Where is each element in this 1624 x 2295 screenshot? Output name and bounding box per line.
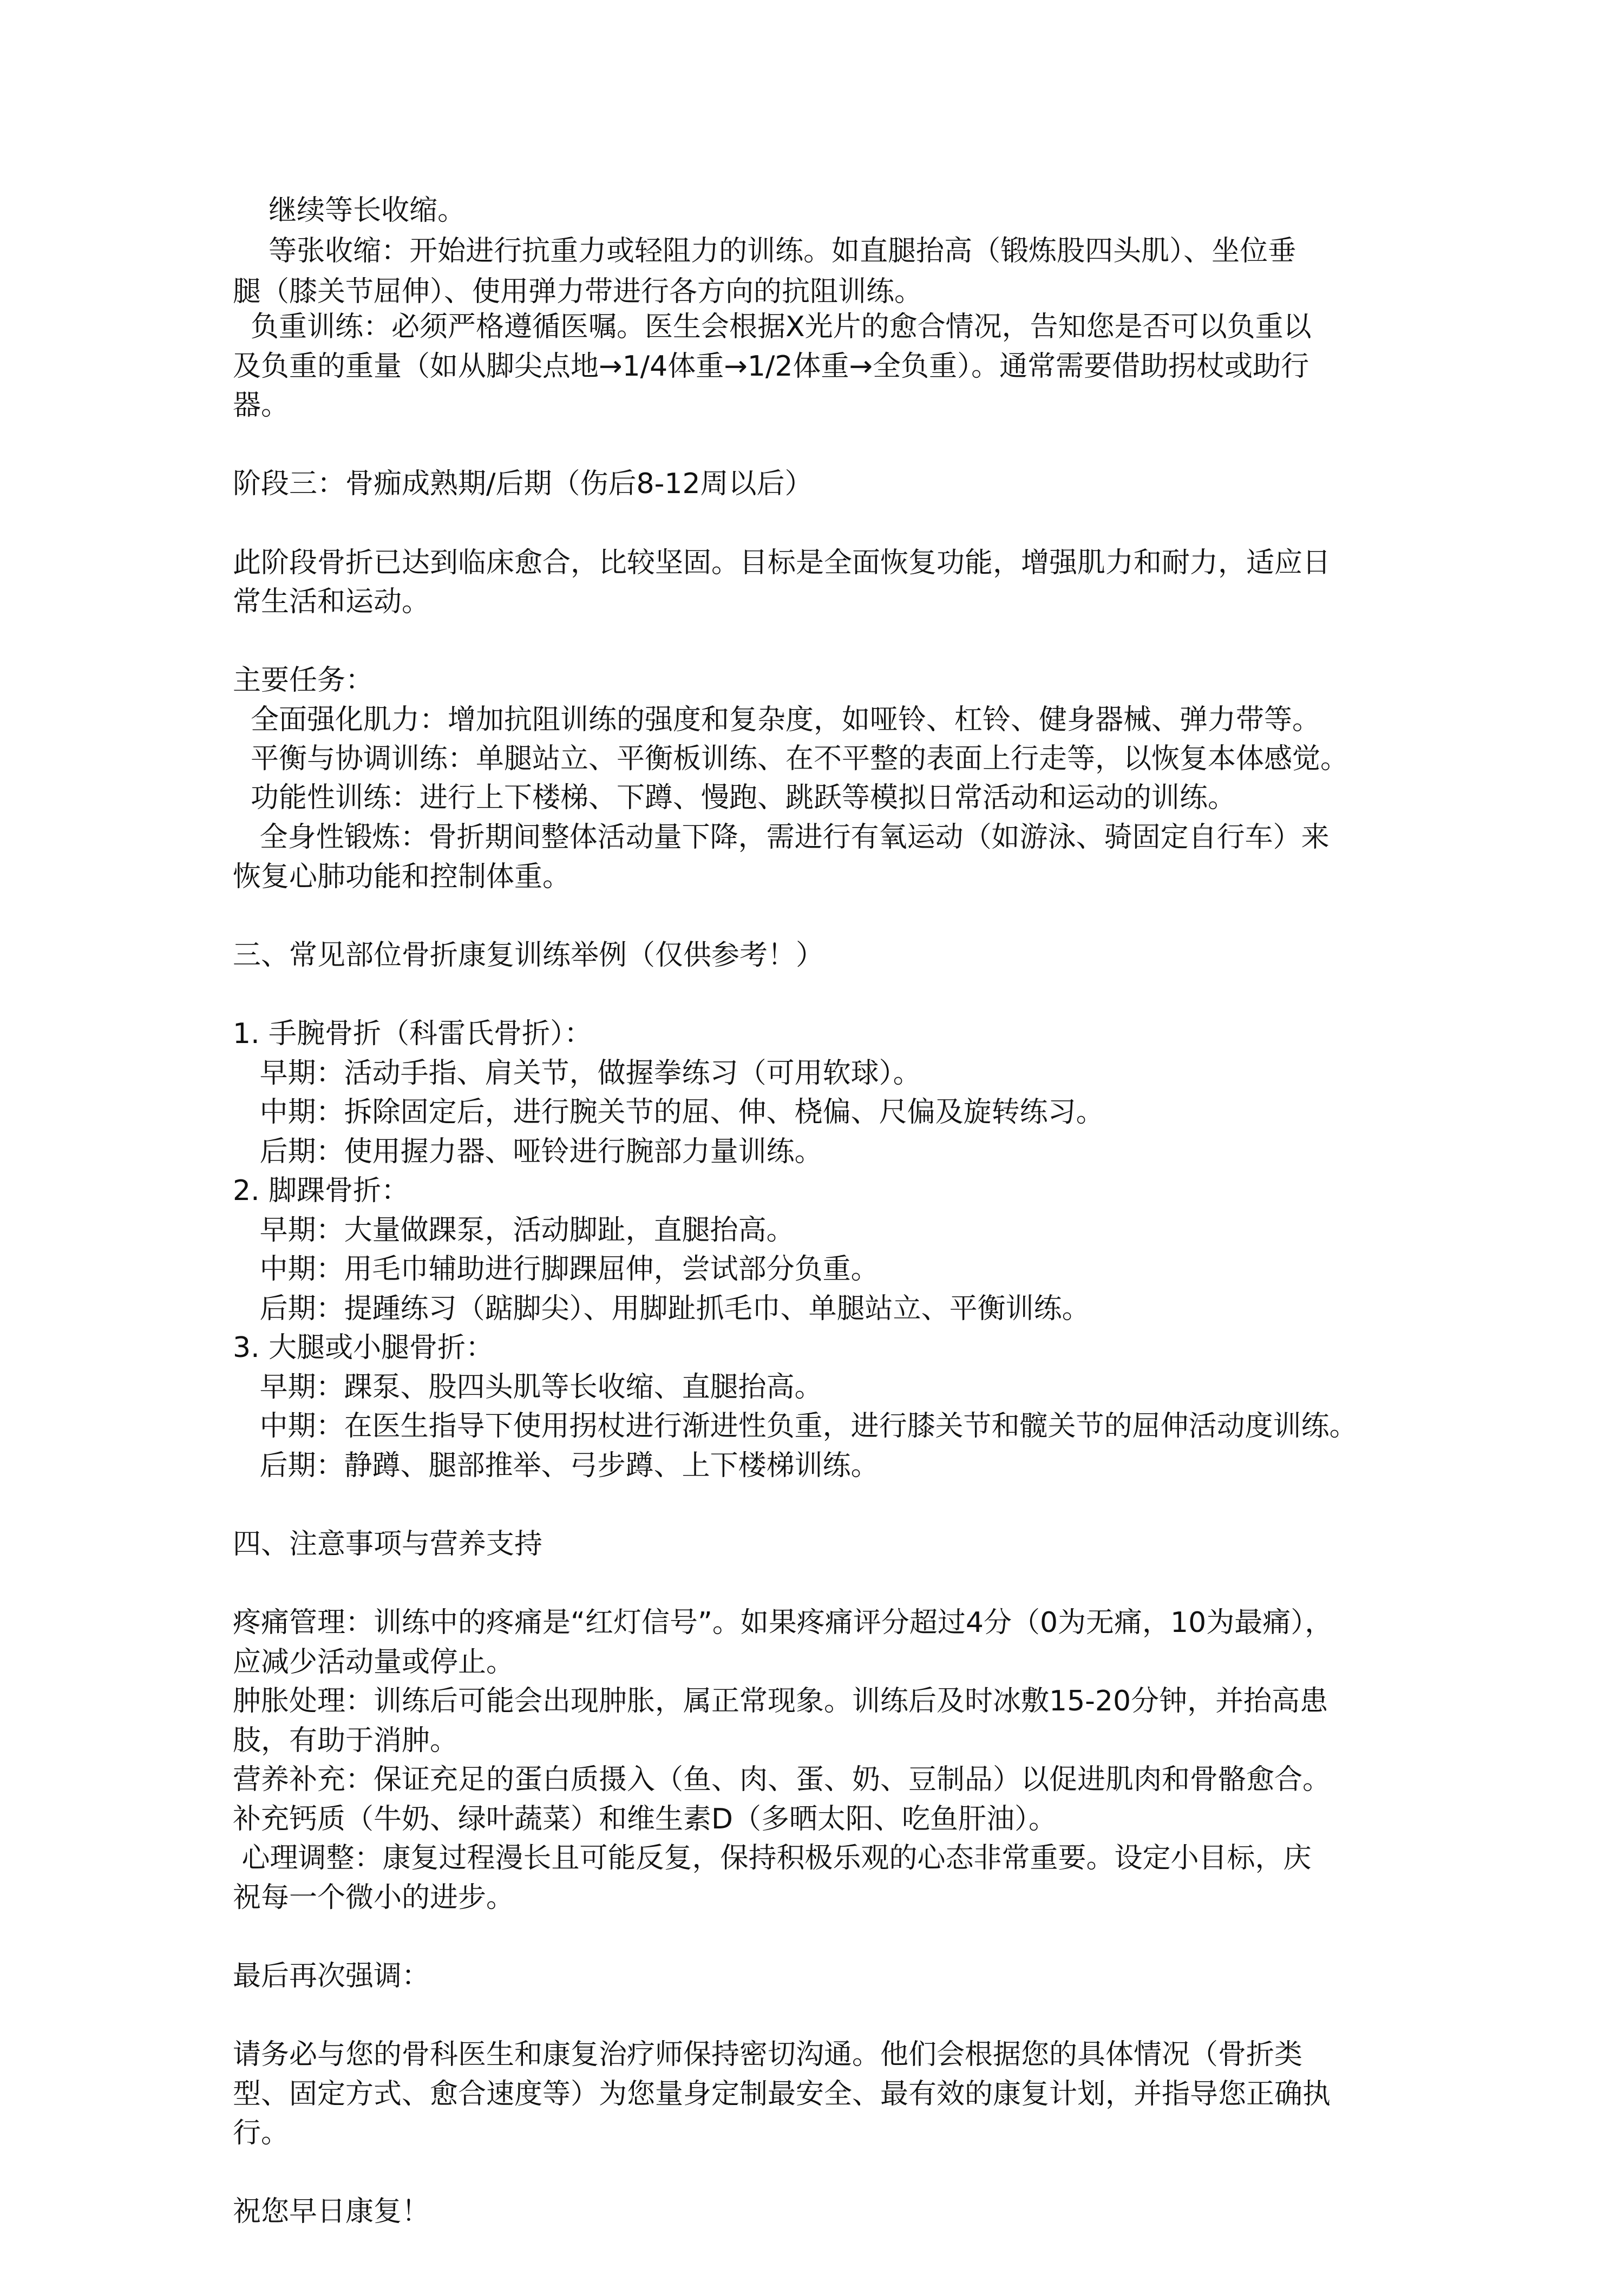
list-item: 早期：踝泵、股四头肌等长收缩、直腿抬高。 <box>233 1371 823 1404</box>
section-heading: 阶段三：骨痂成熟期/后期（伤后8-12周以后） <box>233 468 813 500</box>
text-line: 应减少活动量或停止。 <box>233 1646 515 1678</box>
list-item: 1. 手腕骨折（科雷氏骨折）： <box>233 1018 593 1050</box>
text-line: 疼痛管理：训练中的疼痛是“红灯信号”。如果疼痛评分超过4分（0为无痛，10为最痛）， <box>233 1606 1333 1639</box>
list-item: 中期：在医生指导下使用拐杖进行渐进性负重，进行膝关节和髋关节的屈伸活动度训练。 <box>233 1410 1358 1442</box>
subheading: 最后再次强调： <box>233 1960 430 1992</box>
text-line: 型、固定方式、愈合速度等）为您量身定制最安全、最有效的康复计划，并指导您正确执 <box>233 2078 1331 2110</box>
text-line: 营养补充：保证充足的蛋白质摄入（鱼、肉、蛋、奶、豆制品）以促进肌肉和骨骼愈合。 <box>233 1763 1331 1796</box>
list-item: 功能性训练：进行上下楼梯、下蹲、慢跑、跳跃等模拟日常活动和运动的训练。 <box>233 782 1236 814</box>
list-item: 中期：拆除固定后，进行腕关节的屈、伸、桡偏、尺偏及旋转练习。 <box>233 1096 1104 1129</box>
text-line: 负重训练：必须严格遵循医嘱。医生会根据X光片的愈合情况，告知您是否可以负重以 <box>233 311 1312 343</box>
text-line: 及负重的重量（如从脚尖点地→1/4体重→1/2体重→全负重）。通常需要借助拐杖或助行 <box>233 350 1309 383</box>
list-item: 后期：提踵练习（踮脚尖）、用脚趾抓毛巾、单腿站立、平衡训练。 <box>233 1293 1090 1325</box>
text-line: 肿胀处理：训练后可能会出现肿胀，属正常现象。训练后及时冰敷15-20分钟，并抬高患 <box>233 1685 1328 1717</box>
list-item: 早期：大量做踝泵，活动脚趾，直腿抬高。 <box>233 1214 795 1247</box>
list-item: 早期：活动手指、肩关节，做握拳练习（可用软球）。 <box>233 1057 921 1090</box>
section-heading: 三、常见部位骨折康复训练举例（仅供参考！） <box>233 939 824 972</box>
text-line: 常生活和运动。 <box>233 586 430 618</box>
text-line: 器。 <box>233 389 290 422</box>
text-line: 请务必与您的骨科医生和康复治疗师保持密切沟通。他们会根据您的具体情况（骨折类 <box>233 2038 1303 2071</box>
closing-wish: 祝您早日康复！ <box>233 2195 430 2228</box>
text-line: 行。 <box>233 2117 290 2149</box>
list-item: 恢复心肺功能和控制体重。 <box>233 861 571 893</box>
text-line: 等张收缩：开始进行抗重力或轻阻力的训练。如直腿抬高（锻炼股四头肌）、坐位垂 <box>233 235 1296 267</box>
section-heading: 四、注意事项与营养支持 <box>233 1528 543 1560</box>
list-item: 全面强化肌力：增加抗阻训练的强度和复杂度，如哑铃、杠铃、健身器械、弹力带等。 <box>233 704 1321 736</box>
list-item: 后期：使用握力器、哑铃进行腕部力量训练。 <box>233 1136 823 1168</box>
list-item: 平衡与协调训练：单腿站立、平衡板训练、在不平整的表面上行走等，以恢复本体感觉。 <box>233 743 1349 775</box>
subheading: 主要任务： <box>233 664 374 697</box>
text-line: 心理调整：康复过程漫长且可能反复，保持积极乐观的心态非常重要。设定小目标，庆 <box>233 1842 1312 1874</box>
text-line: 补充钙质（牛奶、绿叶蔬菜）和维生素D（多晒太阳、吃鱼肝油）。 <box>233 1803 1057 1835</box>
list-item: 全身性锻炼：骨折期间整体活动量下降，需进行有氧运动（如游泳、骑固定自行车）来 <box>233 821 1330 854</box>
list-item: 中期：用毛巾辅助进行脚踝屈伸，尝试部分负重。 <box>233 1253 879 1286</box>
text-line: 腿（膝关节屈伸）、使用弹力带进行各方向的抗阻训练。 <box>233 276 923 308</box>
list-item: 后期：静蹲、腿部推举、弓步蹲、上下楼梯训练。 <box>233 1450 879 1482</box>
list-item: 2. 脚踝骨折： <box>233 1175 410 1207</box>
text-line: 祝每一个微小的进步。 <box>233 1881 515 1914</box>
text-line: 此阶段骨折已达到临床愈合，比较坚固。目标是全面恢复功能，增强肌力和耐力，适应日 <box>233 547 1331 579</box>
text-line: 肢，有助于消肿。 <box>233 1724 459 1757</box>
list-item: 3. 大腿或小腿骨折： <box>233 1332 494 1364</box>
text-line: 继续等长收缩。 <box>233 194 466 227</box>
